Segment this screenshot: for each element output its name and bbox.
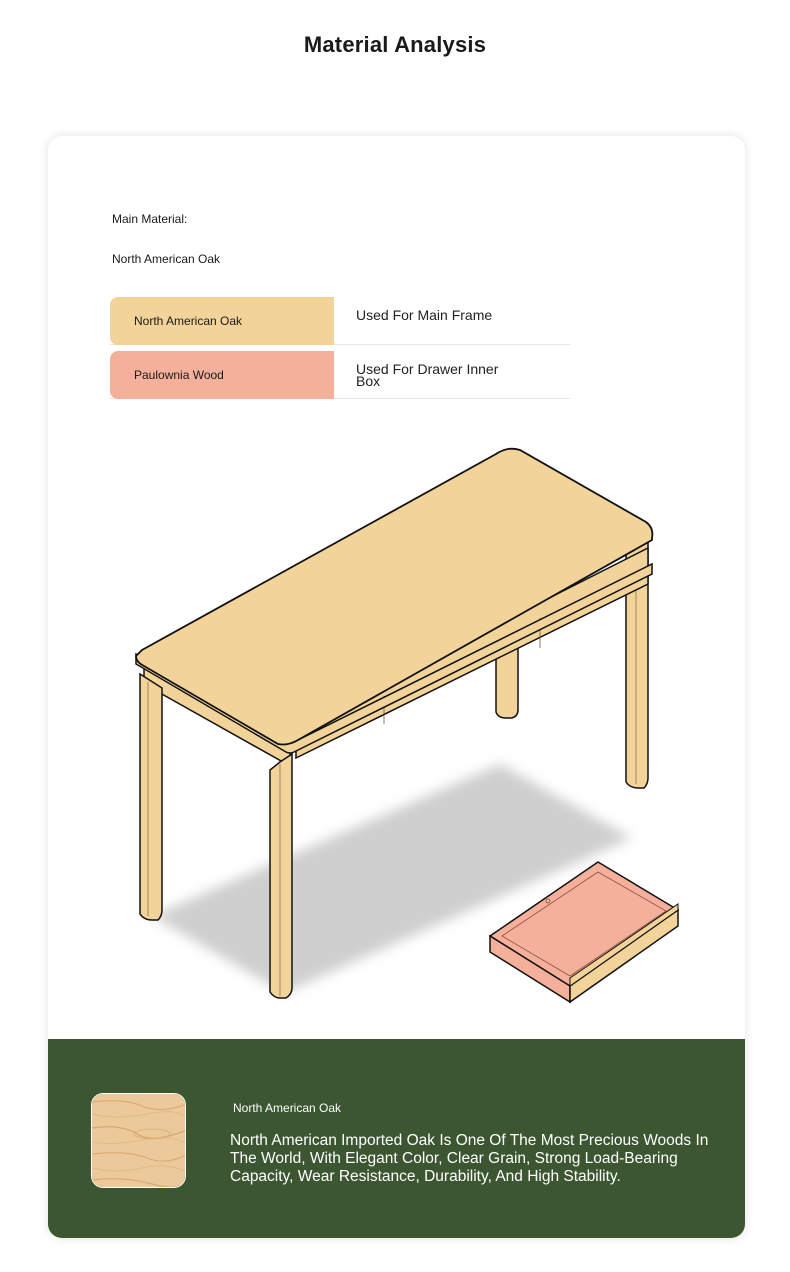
main-material-value: North American Oak: [112, 252, 221, 266]
desk-front-leg-corner: [270, 754, 292, 998]
legend-row-paulownia: [110, 351, 570, 399]
legend-use-paulownia: Used For Drawer Inner Box: [356, 361, 499, 389]
desk-illustration: [48, 426, 745, 1046]
legend-swatch-oak: North American Oak: [110, 297, 334, 345]
main-material-label: Main Material:: [112, 212, 188, 226]
page-title: Material Analysis: [303, 32, 487, 57]
info-title: North American Oak: [233, 1101, 342, 1115]
material-card: [48, 136, 745, 1238]
oak-texture-swatch: [91, 1093, 186, 1188]
legend-swatch-paulownia: Paulownia Wood: [110, 351, 334, 399]
material-legend: [110, 297, 570, 405]
desk-front-leg-left: [140, 674, 162, 920]
info-panel: [48, 1039, 745, 1238]
legend-row-oak: [110, 297, 570, 345]
legend-use-oak: Used For Main Frame: [356, 307, 493, 323]
info-description: North American Imported Oak Is One Of The Most Precious Woods In The World, With Elegant Color, Clear Grain, Strong Load-Bearing Capacity, Wear Resistance, Durability, And High Stability.: [230, 1132, 709, 1185]
